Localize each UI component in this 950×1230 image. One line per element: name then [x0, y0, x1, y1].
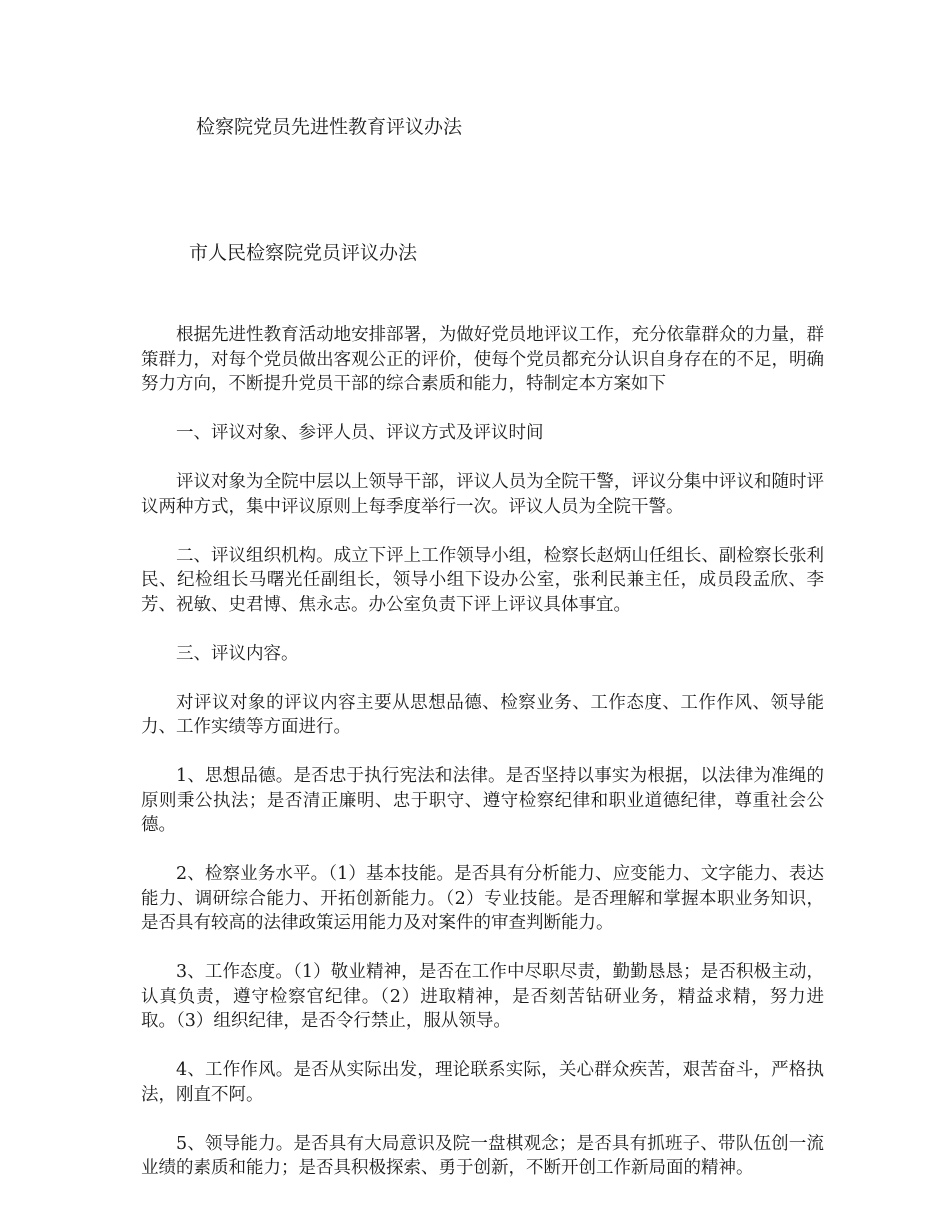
section-heading-2-organization: 二、评议组织机构。成立下评上工作领导小组，检察长赵炳山任组长、副检察长张利民、纪检组长马曙光任副组长，领导小组下设办公室，张利民兼主任，成员段孟欣、李芳、祝敏、史君博、焦永志。办公室负责下评上评议具体事宜。	[141, 545, 824, 615]
document-body	[141, 323, 824, 1205]
item-4-work-style: 4、工作作风。是否从实际出发，理论联系实际，关心群众疾苦，艰苦奋斗，严格执法，刚直不阿。	[141, 1060, 824, 1105]
item-2-business-level: 2、检察业务水平。（1）基本技能。是否具有分析能力、应变能力、文字能力、表达能力、调研综合能力、开拓创新能力。（2）专业技能。是否理解和掌握本职业务知识，是否具有较高的法律政策运用能力及对案件的审查判断能力。	[141, 864, 824, 933]
item-1-ideology: 1、思想品德。是否忠于执行宪法和法律。是否坚持以事实为根据，以法律为准绳的原则秉公执法；是否清正廉明、忠于职守、遵守检察纪律和职业道德纪律，尊重社会公德。	[141, 766, 824, 835]
document-title: 检察院党员先进性教育评议办法	[196, 116, 463, 138]
item-3-work-attitude: 3、工作态度。（1）敬业精神，是否在工作中尽职尽责，勤勤恳恳；是否积极主动，认真负责，遵守检察官纪律。（2）进取精神，是否刻苦钻研业务，精益求精，努力进取。（3）组织纪律，是否令行禁止，服从领导。	[141, 962, 824, 1031]
document-subtitle: 市人民检察院党员评议办法	[189, 242, 418, 264]
section-heading-3: 三、评议内容。	[176, 643, 299, 664]
item-5-leadership: 5、领导能力。是否具有大局意识及院一盘棋观念；是否具有抓班子、带队伍创一流业绩的素质和能力；是否具积极探索、勇于创新，不断开创工作新局面的精神。	[141, 1133, 824, 1178]
section-heading-1: 一、评议对象、参评人员、评议方式及评议时间	[176, 423, 544, 443]
paragraph-evaluation-targets: 评议对象为全院中层以上领导干部，评议人员为全院干警，评议分集中评议和随时评议两种方式，集中评议原则上每季度举行一次。评议人员为全院干警。	[141, 472, 824, 517]
paragraph-evaluation-content: 对评议对象的评议内容主要从思想品德、检察业务、工作态度、工作作风、领导能力、工作实绩等方面进行。	[141, 692, 824, 737]
paragraph-intro: 根据先进性教育活动地安排部署，为做好党员地评议工作，充分依靠群众的力量，群策群力，对每个党员做出客观公正的评价，使每个党员都充分认识自身存在的不足，明确努力方向，不断提升党员干部的综合素质和能力，特制定本方案如下	[141, 325, 824, 394]
